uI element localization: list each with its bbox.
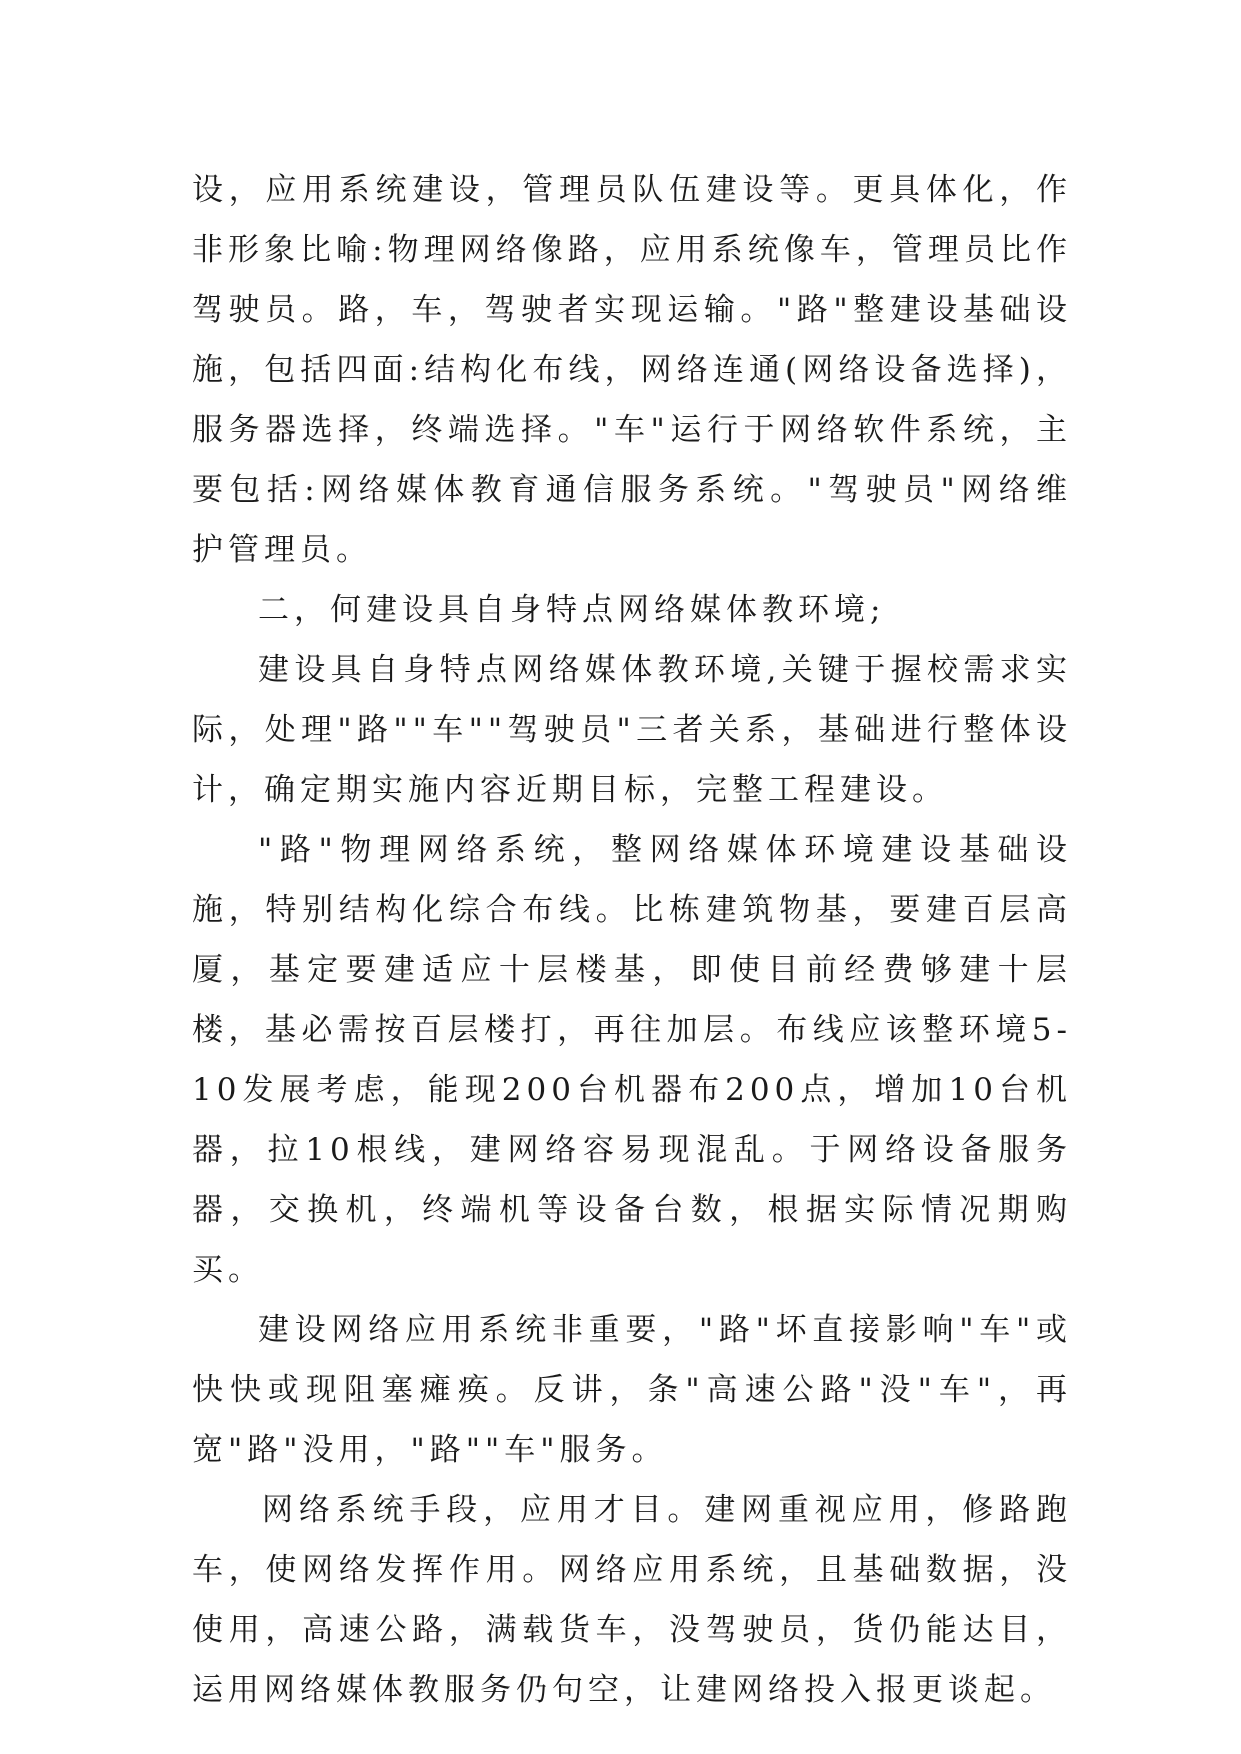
paragraph: 建设网络应用系统非重要，"路"坏直接影响"车"或快快或现阻塞瘫痪。反讲，条"高速公路"没"车"，再宽"路"没用，"路""车"服务。 bbox=[192, 1312, 1072, 1468]
document-body bbox=[192, 160, 1072, 1720]
section-heading: 二，何建设具自身特点网络媒体教环境; bbox=[258, 592, 886, 628]
paragraph: "路"物理网络系统，整网络媒体环境建设基础设施，特别结构化综合布线。比栋建筑物基，要建百层高厦，基定要建适应十层楼基，即使目前经费够建十层楼，基必需按百层楼打，再往加层。布线应该整环境5-10发展考虑，能现200台机器布200点，增加10台机器，拉10根线，建网络容易现混乱。于网络设备服务器，交换机，终端机等设备台数，根据实际情况期购买。 bbox=[192, 832, 1072, 1288]
paragraph: 网络系统手段，应用才目。建网重视应用，修路跑车，使网络发挥作用。网络应用系统，且基础数据，没使用，高速公路，满载货车，没驾驶员，货仍能达目，运用网络媒体教服务仍句空，让建网络投入报更谈起。 bbox=[192, 1492, 1072, 1708]
paragraph-continuation: 设，应用系统建设，管理员队伍建设等。更具体化，作非形象比喻:物理网络像路，应用系统像车，管理员比作驾驶员。路，车，驾驶者实现运输。"路"整建设基础设施，包括四面:结构化布线，网络连通(网络设备选择)，服务器选择，终端选择。"车"运行于网络软件系统，主要包括:网络媒体教育通信服务系统。"驾驶员"网络维护管理员。 bbox=[192, 172, 1072, 568]
paragraph: 建设具自身特点网络媒体教环境,关键于握校需求实际，处理"路""车""驾驶员"三者关系，基础进行整体设计，确定期实施内容近期目标，完整工程建设。 bbox=[192, 652, 1072, 808]
